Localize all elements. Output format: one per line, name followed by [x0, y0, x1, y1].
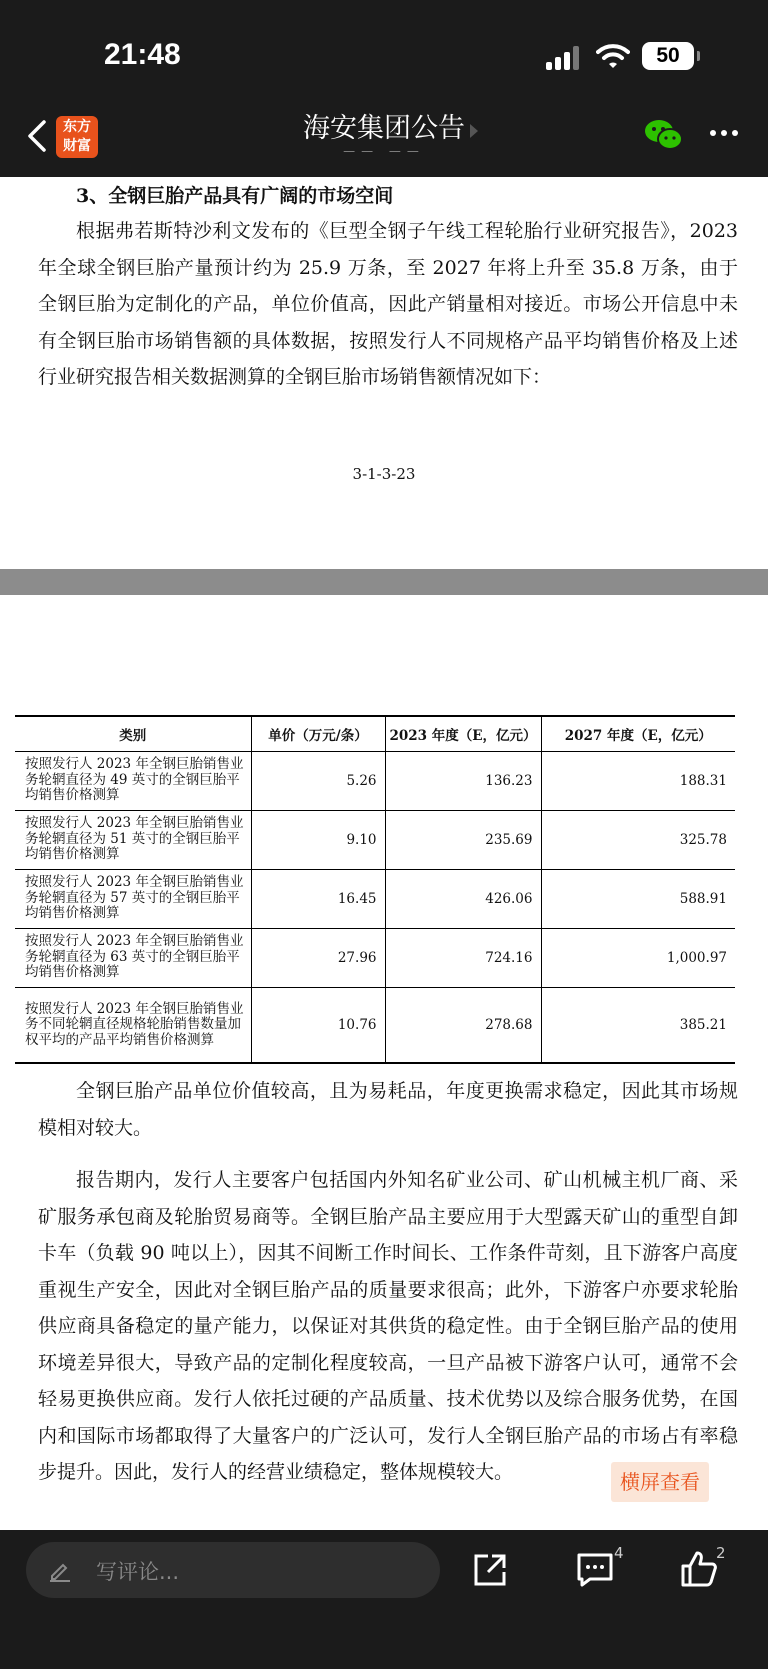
cell-2023: 235.69 [385, 810, 541, 869]
like-count-badge: 2 [716, 1544, 726, 1562]
page-number: 3-1-3-23 [352, 465, 416, 483]
cell-category: 按照发行人 2023 年全钢巨胎销售业务轮辋直径为 63 英寸的全钢巨胎平均销售价格测算 [15, 928, 251, 987]
cell-price: 5.26 [251, 751, 385, 810]
share-icon[interactable] [472, 1552, 508, 1588]
table-row [15, 751, 735, 810]
battery-indicator: 50 [642, 42, 694, 70]
pen-icon [48, 1558, 72, 1582]
cell-price: 16.45 [251, 869, 385, 928]
market-sales-table [15, 715, 735, 1064]
app-header [0, 100, 768, 177]
table-row [15, 928, 735, 987]
more-dots-icon[interactable] [710, 130, 740, 138]
cell-price: 27.96 [251, 928, 385, 987]
cell-2023: 426.06 [385, 869, 541, 928]
comment-icon[interactable] [576, 1552, 614, 1588]
table-row [15, 810, 735, 869]
landscape-view-button[interactable]: 横屏查看 [611, 1462, 709, 1502]
paragraph-unit-value: 全钢巨胎产品单位价值较高，且为易耗品，年度更换需求稳定，因此其市场规模相对较大。 [38, 1080, 738, 1139]
header-2023: 2023 年度（E，亿元） [385, 716, 541, 751]
status-bar [0, 0, 768, 100]
cell-2023: 278.68 [385, 987, 541, 1063]
cell-price: 10.76 [251, 987, 385, 1063]
wechat-icon[interactable] [644, 118, 684, 152]
play-triangle-icon [470, 124, 478, 138]
cell-2023: 136.23 [385, 751, 541, 810]
section-heading: 3、全钢巨胎产品具有广阔的市场空间 [76, 185, 394, 207]
cell-category: 按照发行人 2023 年全钢巨胎销售业务不同轮辋直径规格轮胎销售数量加权平均的产品平均销售价格测算 [15, 987, 251, 1063]
cell-2027: 1,000.97 [541, 928, 735, 987]
status-time: 21:48 [104, 38, 181, 71]
thumbs-up-icon[interactable] [680, 1550, 718, 1588]
eastmoney-logo[interactable]: 东方 财富 [56, 116, 98, 158]
paragraph-market-size: 根据弗若斯特沙利文发布的《巨型全钢子午线工程轮胎行业研究报告》，2023年全球全钢巨胎产量预计约为 25.9 万条，至 2027 年将上升至 35.8 万条，由于全钢巨胎为定制化的产品，单位价值高，因此产销量相对接近。市场公开信息中未有全钢巨胎市场销售额的具体数据，按照发行人不同规格产品平均销售价格及上述行业研究报告相关数据测算的全钢巨胎市场销售额情况如下： [38, 220, 738, 388]
table-header-row [15, 716, 735, 751]
cell-2027: 325.78 [541, 810, 735, 869]
cell-price: 9.10 [251, 810, 385, 869]
signal-icon [546, 46, 582, 70]
header-category: 类别 [15, 716, 251, 751]
page-separator [0, 569, 768, 595]
wifi-icon [596, 42, 630, 70]
table-row [15, 987, 735, 1063]
document-page-lower [0, 595, 768, 1530]
header-2027: 2027 年度（E，亿元） [541, 716, 735, 751]
comment-input[interactable] [26, 1542, 440, 1598]
paragraph-customers: 报告期内，发行人主要客户包括国内外知名矿业公司、矿山机械主机厂商、采矿服务承包商及轮胎贸易商等。全钢巨胎产品主要应用于大型露天矿山的重型自卸卡车（负载 90 吨以上），因其不间断工作时间长、工作条件苛刻，且下游客户高度重视生产安全，因此对全钢巨胎产品的质量要求很高；此外，下游客户亦要求轮胎供应商具备稳定的量产能力，以保证对其供货的稳定性。由于全钢巨胎产品的使用环境差异很大，导致产品的定制化程度较高，一旦产品被下游客户认可，通常不会轻易更换供应商。发行人依托过硬的产品质量、技术优势以及综合服务优势，在国内和国际市场都取得了大量客户的广泛认可，发行人全钢巨胎产品的市场占有率稳步提升。因此，发行人的经营业绩稳定，整体规模较大。 [38, 1169, 738, 1483]
cell-2027: 588.91 [541, 869, 735, 928]
document-page-upper [0, 177, 768, 569]
bottom-action-bar [0, 1530, 768, 1669]
page-title: 海安集团公告 [303, 113, 465, 144]
cell-category: 按照发行人 2023 年全钢巨胎销售业务轮辋直径为 51 英寸的全钢巨胎平均销售价格测算 [15, 810, 251, 869]
cell-category: 按照发行人 2023 年全钢巨胎销售业务轮辋直径为 57 英寸的全钢巨胎平均销售价格测算 [15, 869, 251, 928]
comment-count-badge: 4 [614, 1544, 624, 1562]
cell-category: 按照发行人 2023 年全钢巨胎销售业务轮辋直径为 49 英寸的全钢巨胎平均销售价格测算 [15, 751, 251, 810]
comment-placeholder: 写评论... [96, 1560, 180, 1584]
cell-2023: 724.16 [385, 928, 541, 987]
cell-2027: 188.31 [541, 751, 735, 810]
page-subtitle: —— —— [343, 144, 425, 158]
table-row [15, 869, 735, 928]
header-unit-price: 单价（万元/条） [251, 716, 385, 751]
cell-2027: 385.21 [541, 987, 735, 1063]
